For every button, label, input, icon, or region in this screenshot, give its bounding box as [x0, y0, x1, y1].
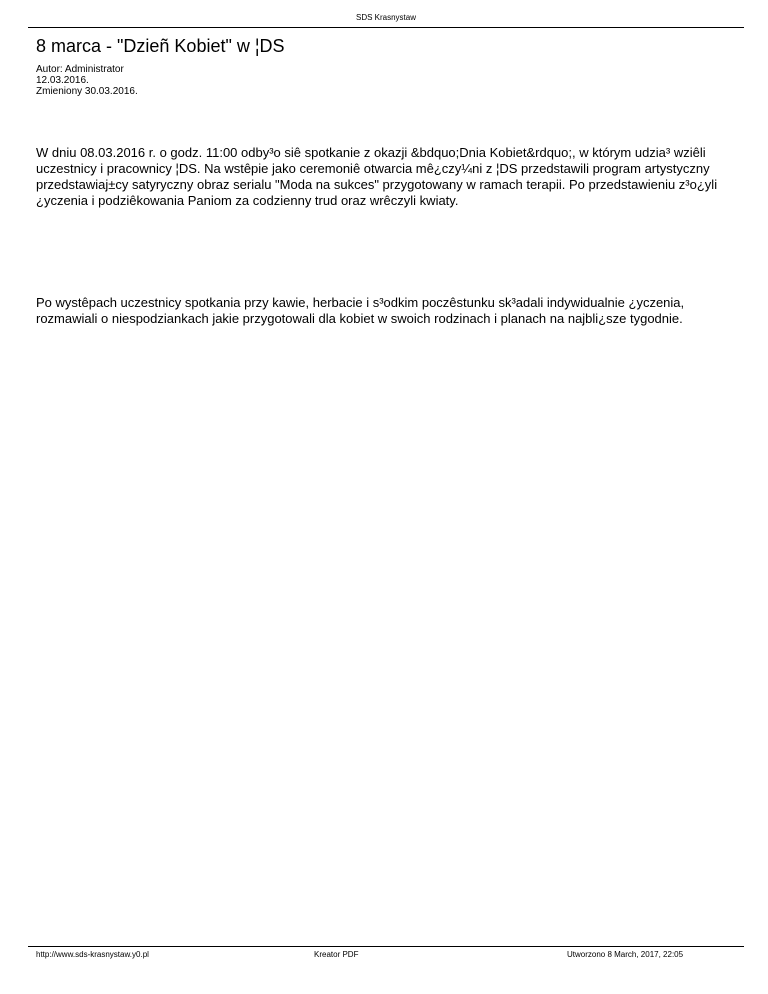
article-paragraph-1: W dniu 08.03.2016 r. o godz. 11:00 odby³o siê spotkanie z okazji &bdquo;Dnia Kobiet&rdquo;, w którym udzia³ wziêli uczestnicy i pracownicy ¦DS. Na wstêpie jako ceremoniê otwarcia mê¿czy¼ni z ¦DS przedstawili program artystyczny przedstawiaj±cy satyryczny obraz serialu "Moda na sukces" przygotowany w ramach terapii. Po przedstawieniu z³o¿yli ¿yczenia i podziêkowania Paniom za codzienny trud oraz wrêczyli kwiaty.	[36, 145, 718, 208]
footer-generator: Kreator PDF	[314, 950, 359, 959]
created-date: 12.03.2016.	[36, 75, 89, 86]
footer-divider	[28, 946, 744, 947]
footer-generated-date: Utworzono 8 March, 2017, 22:05	[567, 950, 684, 959]
page-header: SDS Krasnystaw	[355, 13, 417, 22]
author-line: Autor: Administrator	[36, 64, 124, 75]
article-title: 8 marca - "Dzieñ Kobiet" w ¦DS	[36, 36, 285, 56]
article-paragraph-2: Po wystêpach uczestnicy spotkania przy kawie, herbacie i s³odkim poczêstunku sk³adali indywidualnie ¿yczenia, rozmawiali o niespodziankach jakie przygotowali dla kobiet w swoich rodzinach i planach na najbli¿sze tygodnie.	[36, 295, 685, 326]
article-meta	[36, 64, 138, 97]
header-divider	[28, 27, 744, 28]
modified-date: Zmieniony 30.03.2016.	[36, 86, 138, 97]
footer-url: http://www.sds-krasnystaw.y0.pl	[36, 950, 149, 959]
